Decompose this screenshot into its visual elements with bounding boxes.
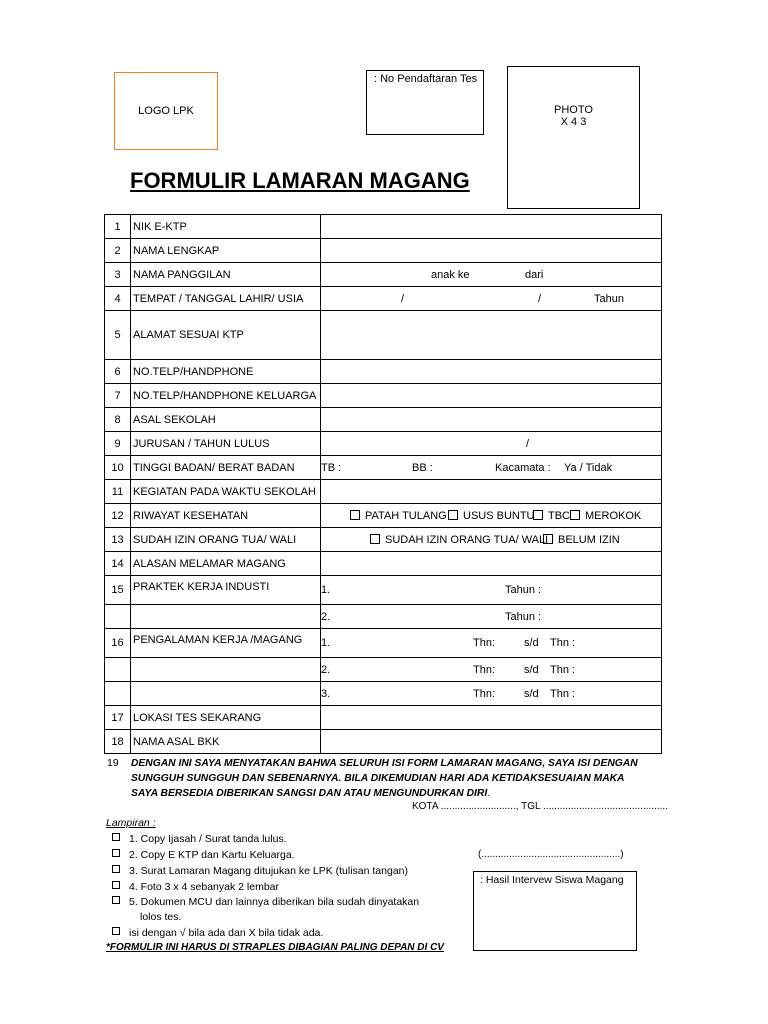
form-row-reason (105, 552, 662, 576)
internship-field-1[interactable] (321, 576, 662, 605)
row-label: LOKASI TES SEKARANG (131, 706, 321, 730)
health-option-appendix[interactable]: USUS BUNTU (448, 510, 535, 522)
experience-field-2[interactable] (321, 658, 662, 682)
photo-box (507, 66, 640, 209)
attachment-item-continuation: lolos tes. (140, 911, 182, 923)
row-number (105, 682, 131, 706)
row-label: ASAL SEKOLAH (131, 408, 321, 432)
row-number: 19 (107, 757, 119, 769)
age-unit-label: Tahun (594, 292, 624, 305)
major-field[interactable] (321, 432, 662, 456)
checkbox-icon (370, 534, 380, 544)
photo-size: X 4 3 (560, 116, 587, 128)
form-row-address (105, 311, 662, 360)
row-number: 18 (105, 730, 131, 754)
checkbox-icon (448, 510, 458, 520)
row-number: 14 (105, 552, 131, 576)
form-row-internship-2 (105, 605, 662, 629)
address-field[interactable] (321, 311, 662, 360)
application-form-table (104, 214, 662, 754)
row-label: NAMA PANGGILAN (131, 263, 321, 287)
year-from-label: Thn: (473, 663, 496, 676)
health-option-tbc[interactable]: TBC (533, 510, 570, 522)
place-date-line[interactable]: KOTA ..........................., TGL ............................................. (412, 801, 668, 812)
separator: / (401, 292, 405, 305)
bullet-icon (112, 833, 120, 841)
row-number: 15 (105, 576, 131, 605)
photo-label: PHOTO (554, 104, 593, 116)
attachment-item: isi dengan √ bila ada dan X bila tidak ada. (112, 927, 323, 939)
health-option-smoking[interactable]: MEROKOK (570, 510, 641, 522)
attachment-item: 2. Copy E KTP dan Kartu Keluarga. (112, 849, 295, 861)
attachment-item: 5. Dokumen MCU dan lainnya diberikan bila sudah dinyatakan (112, 896, 419, 908)
entry-number: 2. (321, 663, 331, 676)
attachment-item: 1. Copy Ijasah / Surat tanda lulus. (112, 833, 287, 845)
checkbox-icon (350, 510, 360, 520)
nik-field[interactable] (321, 215, 662, 239)
row-number: 9 (105, 432, 131, 456)
row-number: 4 (105, 287, 131, 311)
row-number: 2 (105, 239, 131, 263)
test-location-field[interactable] (321, 706, 662, 730)
row-label: JURUSAN / TAHUN LULUS (131, 432, 321, 456)
year-to-label: Thn : (550, 637, 576, 649)
form-row-parental-consent (105, 528, 662, 552)
entry-number: 1. (321, 584, 331, 596)
row-label (131, 605, 321, 629)
form-row-school-activities (105, 480, 662, 504)
year-from-label: Thn: (473, 637, 496, 649)
checkbox-icon (533, 510, 543, 520)
row-number: 3 (105, 263, 131, 287)
form-row-nik (105, 215, 662, 239)
bkk-field[interactable] (321, 730, 662, 754)
full-name-field[interactable] (321, 239, 662, 263)
row-number (105, 658, 131, 682)
row-label: TINGGI BADAN/ BERAT BADAN (131, 456, 321, 480)
weight-label: BB : (412, 461, 433, 474)
form-row-nickname (105, 263, 662, 287)
form-row-family-phone (105, 384, 662, 408)
row-number: 6 (105, 360, 131, 384)
year-label: Tahun : (505, 584, 542, 596)
entry-number: 1. (321, 637, 331, 649)
form-row-experience-3 (105, 682, 662, 706)
bullet-icon (112, 896, 120, 904)
form-row-birth (105, 287, 662, 311)
form-row-full-name (105, 239, 662, 263)
form-row-major (105, 432, 662, 456)
yes-no-option[interactable]: Ya / Tidak (564, 461, 613, 474)
reason-field[interactable] (321, 552, 662, 576)
row-number (105, 605, 131, 629)
logo-placeholder (114, 72, 218, 150)
form-row-height-weight (105, 456, 662, 480)
bullet-icon (112, 865, 120, 873)
parental-consent-options (321, 528, 662, 552)
row-label (131, 658, 321, 682)
entry-number: 3. (321, 687, 331, 700)
form-row-experience-1 (105, 629, 662, 658)
row-label: RIWAYAT KESEHATAN (131, 504, 321, 528)
form-row-phone (105, 360, 662, 384)
nickname-field[interactable] (321, 263, 662, 287)
until-label: s/d (524, 687, 539, 700)
row-label: SUDAH IZIN ORANG TUA/ WALI (131, 528, 321, 552)
child-order-label: anak ke (431, 268, 470, 281)
bullet-icon (112, 849, 120, 857)
year-to-label: Thn : (550, 663, 576, 676)
row-label: ALAMAT SESUAI KTP (131, 311, 321, 360)
school-field[interactable] (321, 408, 662, 432)
form-row-health-history (105, 504, 662, 528)
separator: / (526, 437, 530, 450)
interview-label: : Hasil Intervew Siswa Magang (480, 874, 624, 886)
row-label: KEGIATAN PADA WAKTU SEKOLAH (131, 480, 321, 504)
year-to-label: Thn : (550, 687, 576, 700)
registration-label: : No Pendaftaran Tes (374, 73, 478, 85)
form-row-school (105, 408, 662, 432)
internship-field-2[interactable] (321, 605, 662, 629)
row-number: 1 (105, 215, 131, 239)
entry-number: 2. (321, 610, 331, 623)
bullet-icon (112, 881, 120, 889)
declaration-line: DENGAN INI SAYA MENYATAKAN BAHWA SELURUH ISI FORM LAMARAN MAGANG, SAYA ISI DENGAN (131, 758, 638, 769)
form-row-internship-1 (105, 576, 662, 605)
attachment-item: 3. Surat Lamaran Magang ditujukan ke LPK (tulisan tangan) (112, 865, 408, 877)
health-option-fracture[interactable]: PATAH TULANG (350, 510, 447, 522)
separator: / (538, 292, 542, 305)
footer-note: *FORMULIR INI HARUS DI STRAPLES DIBAGIAN PALING DEPAN DI CV (106, 942, 444, 953)
birth-field[interactable] (321, 287, 662, 311)
height-label: TB : (321, 461, 342, 474)
row-number: 8 (105, 408, 131, 432)
row-label: NAMA ASAL BKK (131, 730, 321, 754)
row-label (131, 682, 321, 706)
consent-option-yes[interactable]: SUDAH IZIN ORANG TUA/ WALI (370, 534, 548, 546)
form-row-bkk (105, 730, 662, 754)
consent-option-no[interactable]: BELUM IZIN (543, 534, 620, 546)
experience-field-1[interactable] (321, 629, 662, 658)
registration-number-box[interactable] (366, 70, 484, 135)
year-from-label: Thn: (473, 687, 496, 700)
form-row-test-location (105, 706, 662, 730)
row-label: NO.TELP/HANDPHONE KELUARGA (131, 384, 321, 408)
until-label: s/d (524, 663, 539, 676)
school-activities-field[interactable] (321, 480, 662, 504)
year-label: Tahun : (505, 610, 542, 623)
row-label: TEMPAT / TANGGAL LAHIR/ USIA (131, 287, 321, 311)
checkbox-icon (570, 510, 580, 520)
row-number: 16 (105, 629, 131, 658)
row-label: ALASAN MELAMAR MAGANG (131, 552, 321, 576)
logo-text: LOGO LPK (138, 105, 194, 117)
phone-field[interactable] (321, 360, 662, 384)
row-number: 17 (105, 706, 131, 730)
signature-line[interactable]: (..................................................) (478, 849, 624, 860)
attachment-item: 4. Foto 3 x 4 sebanyak 2 lembar (112, 881, 279, 893)
glasses-label: Kacamata : (495, 461, 551, 474)
row-label: NIK E-KTP (131, 215, 321, 239)
attachments-heading: Lampiran : (106, 817, 156, 829)
siblings-label: dari (525, 268, 544, 281)
family-phone-field[interactable] (321, 384, 662, 408)
until-label: s/d (524, 637, 539, 649)
row-label: NAMA LENGKAP (131, 239, 321, 263)
row-label: PENGALAMAN KERJA /MAGANG (131, 629, 321, 658)
health-history-options (321, 504, 662, 528)
checkbox-icon (543, 534, 553, 544)
interview-result-box[interactable] (473, 871, 637, 951)
declaration-line: SAYA BERSEDIA DIBERIKAN SANGSI DAN ATAU MENGUNDURKAN DIRI. (131, 788, 491, 799)
height-weight-field[interactable] (321, 456, 662, 480)
row-number: 10 (105, 456, 131, 480)
row-label: PRAKTEK KERJA INDUSTI (131, 576, 321, 605)
row-number: 7 (105, 384, 131, 408)
declaration-line: SUNGGUH SUNGGUH DAN SEBENARNYA. BILA DIKEMUDIAN HARI ADA KETIDAKSESUAIAN MAKA (131, 773, 625, 784)
form-row-experience-2 (105, 658, 662, 682)
row-number: 11 (105, 480, 131, 504)
row-number: 13 (105, 528, 131, 552)
row-label: NO.TELP/HANDPHONE (131, 360, 321, 384)
row-number: 5 (105, 311, 131, 360)
bullet-icon (112, 927, 120, 935)
row-number: 12 (105, 504, 131, 528)
experience-field-3[interactable] (321, 682, 662, 706)
form-title: FORMULIR LAMARAN MAGANG (130, 168, 470, 193)
